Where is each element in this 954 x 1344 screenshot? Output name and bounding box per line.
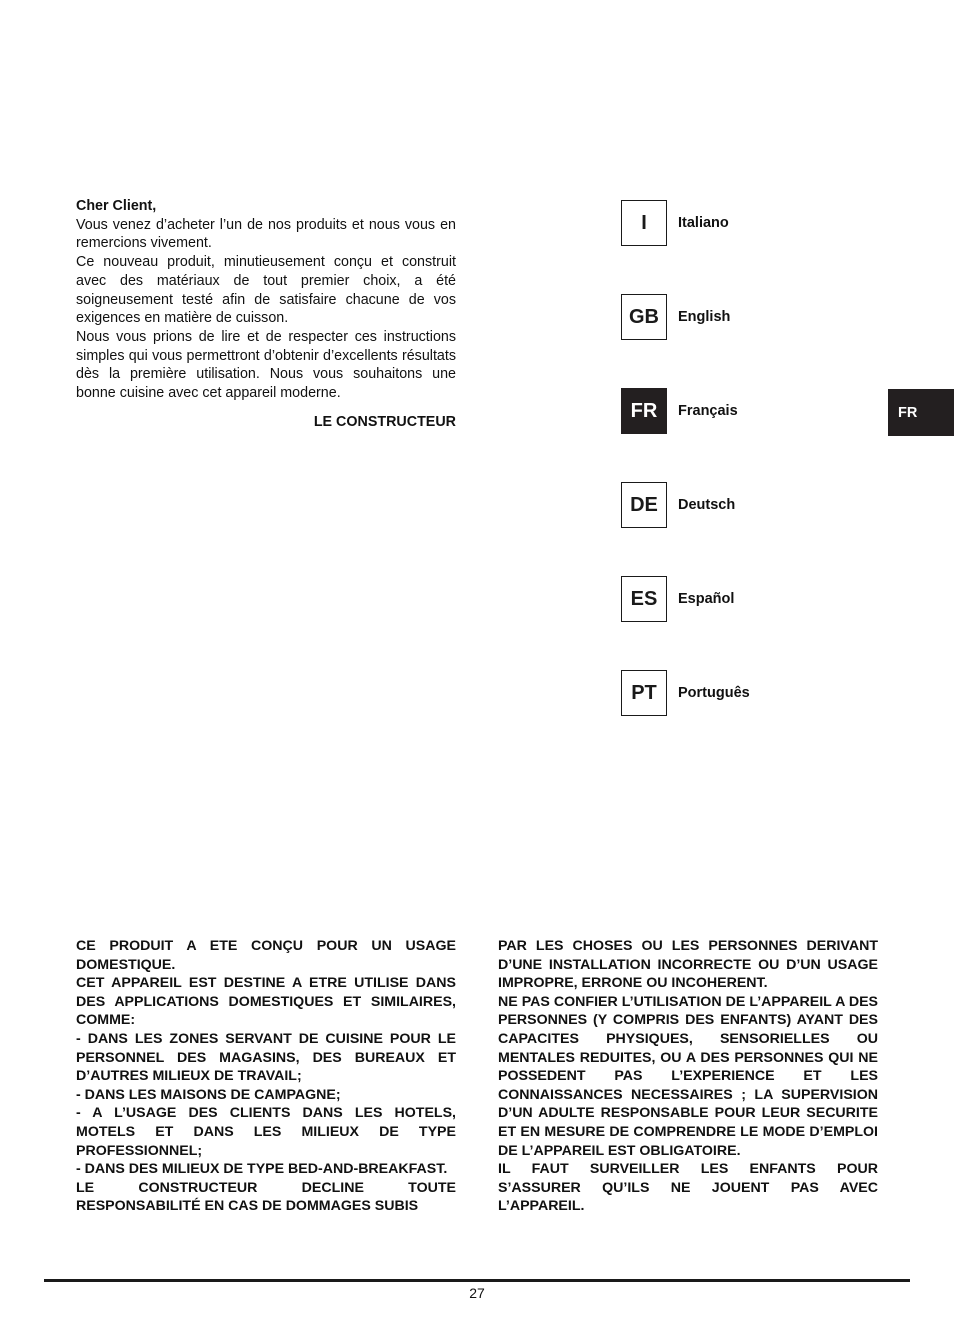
warning-paragraph: IL FAUT SURVEILLER LES ENFANTS POUR S’ASSURER QU’ILS NE JOUENT PAS AVEC L’APPAREIL. [498, 1161, 878, 1215]
language-code-box: DE [621, 482, 667, 528]
language-name: Français [678, 403, 738, 419]
language-item-italiano[interactable] [621, 200, 881, 248]
language-name: English [678, 309, 731, 325]
intro-letter [76, 197, 456, 431]
warning-paragraph: PAR LES CHOSES OU LES PERSONNES DERIVANT D’UNE INSTALLATION INCORRECTE OU D’UN USAGE IMPROPRE, ERRONE OU INCOHERENT. [498, 938, 878, 992]
warning-paragraph: CET APPAREIL EST DESTINE A ETRE UTILISE DANS DES APPLICATIONS DOMESTIQUES ET SIMILAIRES, COMME: [76, 975, 456, 1029]
language-code-box: PT [621, 670, 667, 716]
signature: LE CONSTRUCTEUR [313, 413, 456, 430]
language-name: Deutsch [678, 497, 736, 513]
language-code-box: I [621, 200, 667, 246]
warning-paragraph: - DANS DES MILIEUX DE TYPE BED-AND-BREAKFAST. [76, 1161, 448, 1178]
language-name: Português [678, 685, 750, 701]
intro-paragraph: Vous venez d’acheter l’un de nos produits et nous vous en remercions vivement. [76, 216, 456, 252]
language-name: Español [678, 591, 735, 607]
warning-paragraph: LE CONSTRUCTEUR DECLINE TOUTE RESPONSABILITÉ EN CAS DE DOMMAGES SUBIS [76, 1179, 456, 1215]
greeting: Cher Client, [76, 198, 157, 214]
language-item-portugues[interactable] [621, 670, 881, 718]
warning-paragraph: - DANS LES ZONES SERVANT DE CUISINE POUR LE PERSONNEL DES MAGASINS, DES BUREAUX ET D’AUTRES MILIEUX DE TRAVAIL; [76, 1030, 456, 1085]
language-item-english[interactable] [621, 294, 881, 342]
language-item-francais[interactable] [621, 388, 881, 436]
warning-paragraph: NE PAS CONFIER L’UTILISATION DE L’APPAREIL A DES PERSONNES (Y COMPRIS DES ENFANTS) AYANT DES CAPACITES PHYSIQUES, SENSORIELLES OU MENTALES REDUITES, OU A DES PERSONNES QUI NE POSSEDENT PAS L’EXPERIENCE ET LES CONNAISSANCES NECESSAIRES ; LA SUPERVISION D’UN ADULTE RESPONSABLE POUR LEUR SECURITE ET EN MESURE DE COMPRENDRE LE MODE D’EMPLOI DE L’APPAREIL EST OBLIGATOIRE. [498, 993, 878, 1159]
intro-paragraph: Nous vous prions de lire et de respecter ces instructions simples qui vous permettront d’obtenir d’excellents résultats dès la première utilisation. Nous vous souhaitons une bonne cuisine avec cet appareil moderne. [76, 328, 456, 402]
warning-paragraph: - DANS LES MAISONS DE CAMPAGNE; [76, 1086, 341, 1103]
intro-paragraph: Ce nouveau produit, minutieusement conçu et construit avec des matériaux de tout premier choix, a été soigneusement testé afin de satisfaire chacune de vos exigences en matière de cuisson. [76, 254, 456, 327]
warning-paragraph: CE PRODUIT A ETE CONÇU POUR UN USAGE DOMESTIQUE. [76, 938, 456, 973]
safety-warning-right-column [498, 937, 878, 1216]
page-number: 27 [469, 1285, 485, 1301]
language-item-espanol[interactable] [621, 576, 881, 624]
language-item-deutsch[interactable] [621, 482, 881, 530]
language-code-box: GB [621, 294, 667, 340]
safety-warning-left-column [76, 937, 456, 1216]
language-code-box-active: FR [621, 388, 667, 434]
language-code-box: ES [621, 576, 667, 622]
warning-paragraph: - A L’USAGE DES CLIENTS DANS LES HOTELS, MOTELS ET DANS LES MILIEUX DE TYPE PROFESSIONNEL; [76, 1105, 456, 1159]
language-name: Italiano [678, 215, 729, 231]
footer-divider [44, 1279, 910, 1282]
section-side-tab: FR [888, 389, 954, 436]
